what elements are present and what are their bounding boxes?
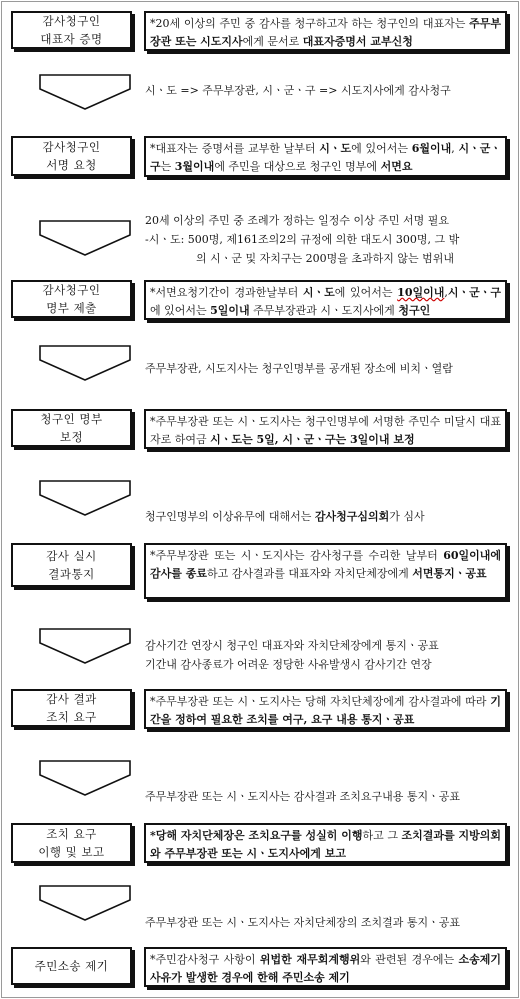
flow-note bbox=[145, 81, 505, 100]
step-label-line: 청구인 명부 bbox=[40, 412, 103, 426]
emphasis-text: 서면통지ㆍ공표 bbox=[412, 567, 487, 580]
step-description bbox=[144, 280, 507, 320]
description-text: *주민감사청구 사항이 bbox=[150, 953, 260, 966]
description-text: *주무부장관 또는 시ㆍ도지사는 당해 자치단체장에게 감사결과에 따라 bbox=[150, 695, 491, 708]
step-label-line: 조치 요구 bbox=[46, 827, 97, 841]
step-label-line: 조치 요구 bbox=[46, 710, 97, 724]
description-text: 에 주민을 대상으로 청구인 명부에 bbox=[214, 160, 381, 173]
description-text: 는 bbox=[160, 160, 175, 173]
step-label-line: 서명 요청 bbox=[46, 158, 97, 172]
flow-note-line bbox=[145, 507, 505, 526]
step-label bbox=[11, 11, 132, 49]
flow-note-line: 감사기간 연장시 청구인 대표자와 자치단체장에게 통지ㆍ공표 bbox=[145, 639, 439, 652]
description-text: 가 심사 bbox=[389, 510, 425, 523]
description-text: 하고 그 bbox=[362, 829, 402, 842]
emphasis-text: 위법한 재무회계행위 bbox=[259, 953, 361, 966]
step-description bbox=[144, 543, 507, 599]
step-label-line: 감사청구인 bbox=[42, 14, 101, 28]
step-label-line: 감사 결과 bbox=[46, 692, 97, 706]
flow-note bbox=[145, 359, 505, 378]
step-label-line: 보정 bbox=[59, 430, 84, 444]
down-arrow-icon bbox=[38, 479, 132, 517]
step-label bbox=[11, 543, 132, 587]
down-arrow-icon bbox=[38, 344, 132, 382]
emphasis-text: 소송제기 사유가 발생한 경우에 한해 주민소송 제기 bbox=[150, 953, 501, 984]
emphasis-text: 청구인 bbox=[398, 304, 431, 317]
step-description bbox=[144, 136, 507, 177]
description-text: *주무부장관 또는 시ㆍ도지사는 감사청구를 수리한 날부터 bbox=[150, 549, 444, 562]
step-label-line: 이행 및 보고 bbox=[38, 845, 105, 859]
flow-note-line: 주무부장관, 시도지사는 청구인명부를 공개된 장소에 비치ㆍ열람 bbox=[145, 362, 453, 375]
step-label-line: 명부 제출 bbox=[46, 301, 97, 315]
description-text: 에 있어서는 bbox=[351, 142, 412, 155]
step-label bbox=[11, 947, 132, 985]
emphasis-text: 대표자증명서 교부신청 bbox=[302, 35, 413, 48]
flow-note-line: 20세 이상의 주민 중 조례가 정하는 일정수 이상 주민 서명 필요 bbox=[145, 214, 449, 227]
description-text: 에게 문서로 bbox=[242, 35, 303, 48]
step-label bbox=[11, 136, 132, 176]
emphasis-text: 시ㆍ군ㆍ구 bbox=[150, 142, 502, 173]
description-text: *대표자는 증명서를 교부한 날부터 bbox=[150, 142, 320, 155]
description-text: 에 있어서는 bbox=[150, 304, 211, 317]
step-description bbox=[144, 11, 507, 51]
step-label-line: 감사청구인 bbox=[42, 140, 101, 154]
emphasis-text: 시ㆍ도 bbox=[302, 286, 335, 299]
step-label-line: 감사청구인 bbox=[42, 283, 101, 297]
step-label bbox=[11, 823, 132, 863]
emphasis-text: 5일이내 bbox=[210, 304, 250, 317]
flow-note bbox=[145, 211, 505, 268]
flow-note bbox=[145, 507, 505, 526]
emphasis-text: 시ㆍ도는 5일, 시ㆍ군ㆍ구는 3일이내 보정 bbox=[210, 433, 415, 446]
emphasis-text: 3월이내 bbox=[174, 160, 215, 173]
emphasis-text: *당해 자치단체장은 조치요구를 성실히 이행 bbox=[150, 829, 363, 842]
description-text: 와 관련된 경우에는 bbox=[360, 953, 459, 966]
flow-note bbox=[145, 787, 505, 806]
description-text: *서면요청기간이 경과한날부터 bbox=[150, 286, 303, 299]
flow-note-line: 의 시ㆍ군 및 자치구는 200명을 초과하지 않는 범위내 bbox=[196, 252, 454, 265]
emphasis-text: 조치결과를 지방의회와 주무부장관 또는 시ㆍ도지사에게 보고 bbox=[150, 829, 502, 860]
down-arrow-icon bbox=[38, 759, 132, 797]
flow-note-line: -시ㆍ도: 500명, 제161조의2의 규정에 의한 대도시 300명, 그 밖 bbox=[145, 233, 460, 246]
emphasis-text: 시ㆍ군ㆍ구 bbox=[447, 286, 501, 299]
flow-note bbox=[145, 636, 505, 674]
step-description bbox=[144, 689, 507, 729]
description-text: *20세 이상의 주민 중 감사를 청구하고자 하는 청구인의 대표자는 bbox=[150, 17, 470, 30]
down-arrow-icon bbox=[38, 627, 132, 665]
step-label-line: 감사 실시 bbox=[46, 549, 97, 563]
description-text: , bbox=[444, 286, 448, 299]
emphasis-text: 기간을 정하여 필요한 조치를 여구, 요구 내용 통지ㆍ공표 bbox=[150, 695, 501, 726]
description-text: 에 있어서는 bbox=[334, 286, 398, 299]
down-arrow-icon bbox=[38, 884, 132, 922]
step-label-line: 대표자 증명 bbox=[40, 32, 103, 46]
step-label-line: 주민소송 제기 bbox=[34, 959, 109, 973]
flow-note bbox=[145, 913, 505, 932]
emphasis-text: 감사청구심의회 bbox=[314, 510, 390, 523]
emphasis-text: 60일이내에 감사를 종료 bbox=[150, 549, 501, 580]
emphasis-text: 서면요 bbox=[380, 160, 413, 173]
step-label-line: 결과통지 bbox=[48, 567, 95, 581]
description-text: 하고 감사결과를 대표자와 자치단체장에게 bbox=[206, 567, 413, 580]
emphasis-text: 주무부장관 또는 시도지사 bbox=[150, 17, 501, 48]
step-label bbox=[11, 689, 132, 727]
down-arrow-icon bbox=[38, 73, 132, 111]
flow-note-line: 기간내 감사종료가 어려운 정당한 사유발생시 감사기간 연장 bbox=[145, 658, 432, 671]
description-text: 주무부장관과 시ㆍ도지사에게 bbox=[249, 304, 399, 317]
step-description bbox=[144, 947, 507, 987]
emphasis-text: 시ㆍ도 bbox=[319, 142, 352, 155]
flow-note-line: 주무부장관 또는 시ㆍ도지사는 감사결과 조치요구내용 통지ㆍ공표 bbox=[145, 790, 461, 803]
emphasis-text: 10일이내 bbox=[397, 286, 445, 299]
step-description bbox=[144, 823, 507, 863]
step-description bbox=[144, 409, 507, 449]
step-label bbox=[11, 409, 132, 447]
step-label bbox=[11, 280, 132, 318]
description-text: , bbox=[451, 142, 459, 155]
down-arrow-icon bbox=[38, 219, 132, 257]
description-text: *주무부장관 또는 시ㆍ도지사는 청구인명부에 서명한 주민수 미달시 대표자로 하여금 bbox=[150, 415, 501, 446]
flow-note-line: 주무부장관 또는 시ㆍ도지사는 자치단체장의 조치결과 통지ㆍ공표 bbox=[145, 916, 461, 929]
emphasis-text: 6월이내 bbox=[411, 142, 452, 155]
description-text: 청구인명부의 이상유무에 대해서는 bbox=[145, 510, 315, 523]
flow-note-line: 시ㆍ도 => 주무부장관, 시ㆍ군ㆍ구 => 시도지사에게 감사청구 bbox=[145, 84, 451, 97]
